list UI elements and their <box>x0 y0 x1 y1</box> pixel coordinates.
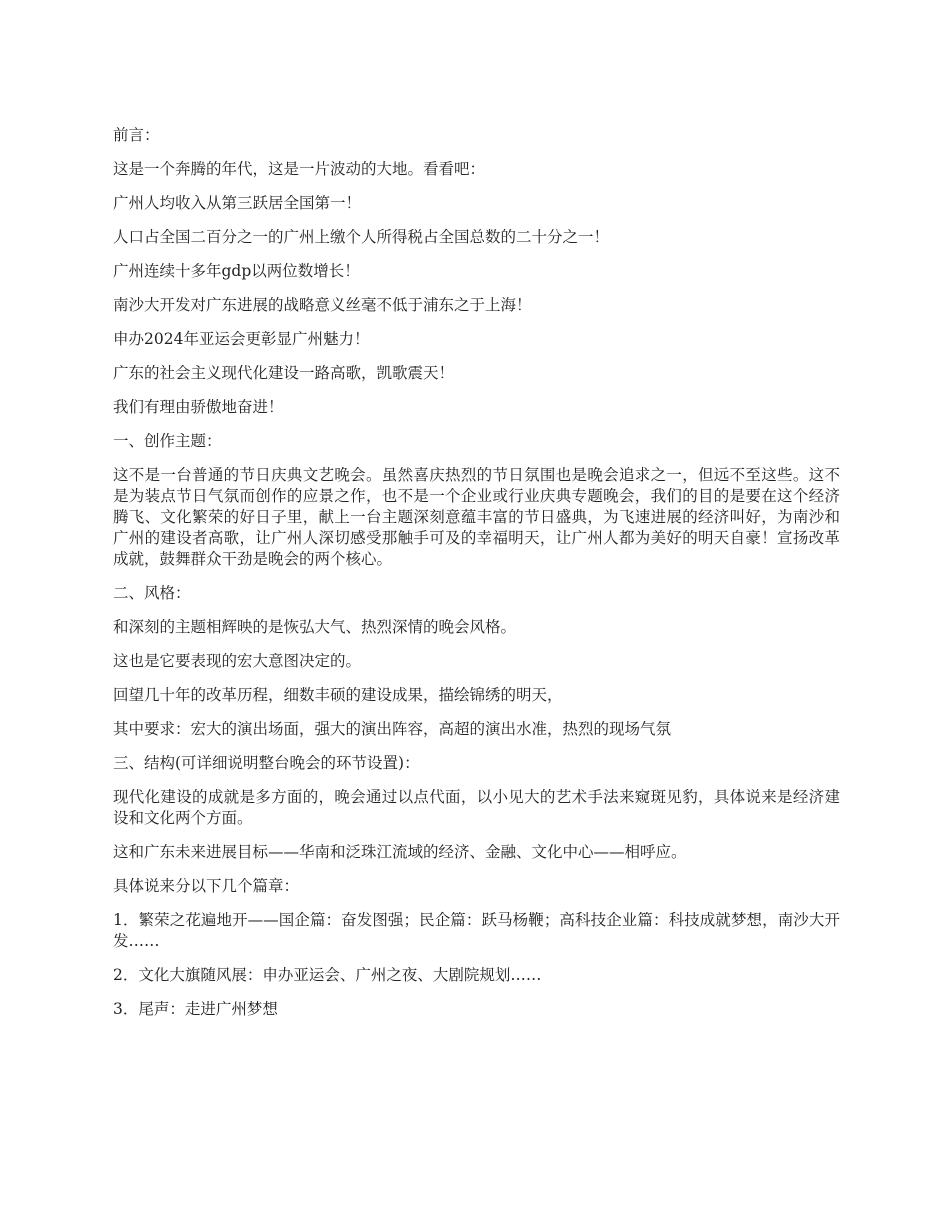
paragraph: 广东的社会主义现代化建设一路高歌，凯歌震天！ <box>113 364 455 382</box>
paragraph: 我们有理由骄傲地奋进！ <box>113 398 284 416</box>
paragraph: 这不是一台普通的节日庆典文艺晚会。虽然喜庆热烈的节日氛围也是晚会追求之一，但远不至这些。这不是为装点节日气氛而创作的应景之作，也不是一个企业或行业庆典专题晚会，我们的目的是要在这个经济腾飞、文化繁荣的好日子里，献上一台主题深刻意蕴丰富的节日盛典，为飞速进展的经济叫好，为南沙和广州的建设者高歌，让广州人深切感受那触手可及的幸福明天，让广州人都为美好的明天自豪！宣扬改革成就，鼓舞群众干劲是晚会的两个核心。 <box>113 466 840 568</box>
list-item: 3．尾声：走进广州梦想 <box>113 1000 278 1018</box>
paragraph: 和深刻的主题相辉映的是恢弘大气、热烈深情的晚会风格。 <box>113 618 517 636</box>
paragraph: 南沙大开发对广东进展的战略意义丝毫不低于浦东之于上海！ <box>113 296 532 314</box>
paragraph: 广州连续十多年gdp以两位数增长！ <box>113 262 360 280</box>
paragraph: 现代化建设的成就是多方面的，晚会通过以点代面，以小见大的艺术手法来窥斑见豹，具体说来是经济建设和文化两个方面。 <box>113 788 840 827</box>
paragraph: 其中要求：宏大的演出场面，强大的演出阵容，高超的演出水准，热烈的现场气氛 <box>113 720 672 738</box>
heading-style: 二、风格： <box>113 584 191 602</box>
paragraph: 这也是它要表现的宏大意图决定的。 <box>113 652 362 670</box>
list-item: 1．繁荣之花遍地开——国企篇：奋发图强；民企篇：跃马杨鞭；高科技企业篇：科技成就梦想，南沙大开发…… <box>113 911 840 950</box>
list-item: 2．文化大旗随风展：申办亚运会、广州之夜、大剧院规划…… <box>113 966 542 984</box>
paragraph: 具体说来分以下几个篇章： <box>113 877 300 895</box>
heading-theme: 一、创作主题： <box>113 432 222 450</box>
document-body <box>113 125 840 1033</box>
paragraph: 人口占全国二百分之一的广州上缴个人所得税占全国总数的二十分之一！ <box>113 228 610 246</box>
paragraph: 广州人均收入从第三跃居全国第一！ <box>113 194 362 212</box>
heading-structure: 三、结构(可详细说明整台晚会的环节设置)： <box>113 754 420 772</box>
paragraph: 回望几十年的改革历程，细数丰硕的建设成果，描绘锦绣的明天， <box>113 686 563 704</box>
paragraph: 这是一个奔腾的年代，这是一片波动的大地。看看吧： <box>113 160 486 178</box>
heading-preface: 前言： <box>113 126 160 144</box>
paragraph: 申办2024年亚运会更彰显广州魅力！ <box>113 330 370 348</box>
paragraph: 这和广东未来进展目标——华南和泛珠江流域的经济、金融、文化中心——相呼应。 <box>113 843 687 861</box>
